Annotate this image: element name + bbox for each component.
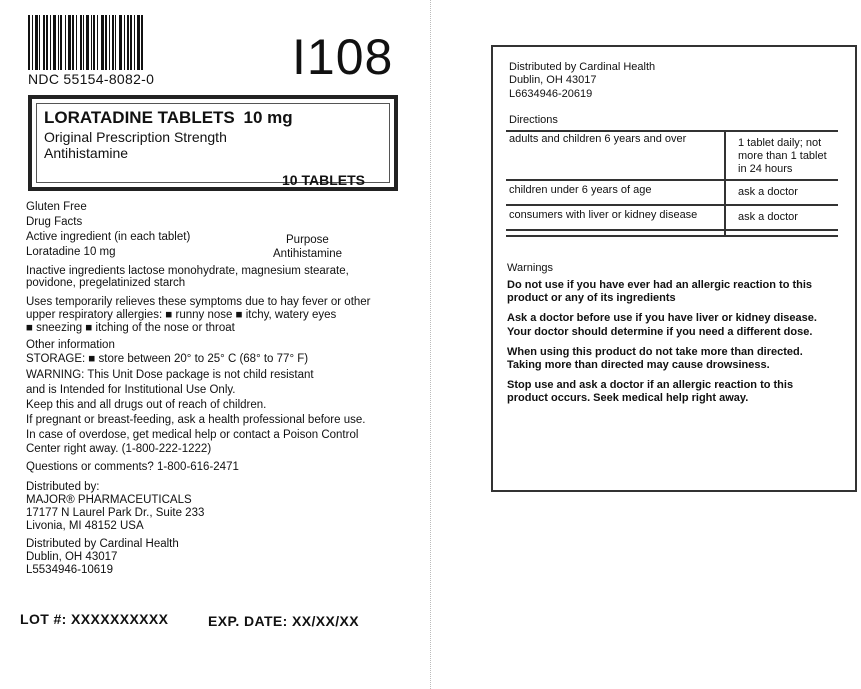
right-distributor-line-3: L6634946-20619 bbox=[509, 88, 593, 100]
purpose-header: Purpose bbox=[286, 234, 329, 246]
uses-line-1: Uses temporarily relieves these symptoms due to hay fever or other bbox=[26, 296, 371, 308]
warning-line-4: If pregnant or breast-feeding, ask a health professional before use. bbox=[26, 414, 366, 426]
questions-text: Questions or comments? 1-800-616-2471 bbox=[26, 461, 239, 473]
product-name-line bbox=[44, 108, 293, 128]
warning-when-using-line-2: Taking more than directed may cause drowsiness. bbox=[507, 359, 770, 371]
warning-ask-doctor-line-2: Your doctor should determine if you need a different dose. bbox=[507, 326, 813, 338]
directions-row-1-dose-2: more than 1 tablet bbox=[738, 150, 827, 162]
warning-stop-use-line-1: Stop use and ask a doctor if an allergic reaction to this bbox=[507, 379, 794, 391]
directions-row-rule bbox=[506, 229, 838, 231]
distributor-1-line-2: MAJOR® PHARMACEUTICALS bbox=[26, 494, 192, 506]
inactive-line-2: povidone, pregelatinized starch bbox=[26, 277, 186, 289]
right-distributor-line-1: Distributed by Cardinal Health bbox=[509, 61, 656, 73]
directions-row-rule bbox=[506, 179, 838, 181]
directions-row-1-who: adults and children 6 years and over bbox=[509, 133, 687, 145]
barcode-image bbox=[28, 15, 168, 70]
directions-bottom-rule bbox=[506, 235, 838, 237]
gluten-free: Gluten Free bbox=[26, 201, 87, 213]
storage-text: STORAGE: ■ store between 20° to 25° C (68° to 77° F) bbox=[26, 353, 309, 365]
tablet-count: 10 TABLETS bbox=[282, 172, 365, 188]
warning-do-not-use-line-1: Do not use if you have ever had an allergic reaction to this bbox=[507, 279, 813, 291]
distributor-2-line-3: L5534946-10619 bbox=[26, 564, 113, 576]
warning-do-not-use-line-2: product or any of its ingredients bbox=[507, 292, 676, 304]
uses-line-3: ■ sneezing ■ itching of the nose or throat bbox=[26, 322, 235, 334]
distributor-1-line-4: Livonia, MI 48152 USA bbox=[26, 520, 144, 532]
other-info-heading: Other information bbox=[26, 339, 115, 351]
ndc-number: NDC 55154-8082-0 bbox=[28, 71, 155, 87]
distributor-1-line-1: Distributed by: bbox=[26, 481, 100, 493]
directions-row-2-dose: ask a doctor bbox=[738, 186, 798, 198]
active-ingredient: Loratadine 10 mg bbox=[26, 246, 116, 258]
directions-top-rule bbox=[506, 130, 838, 132]
directions-row-rule bbox=[506, 204, 838, 206]
directions-row-1-dose-1: 1 tablet daily; not bbox=[738, 137, 822, 149]
product-subtitle-1: Original Prescription Strength bbox=[44, 129, 227, 145]
purpose-value: Antihistamine bbox=[273, 248, 343, 260]
uses-line-2: upper respiratory allergies: ■ runny nose ■ itchy, watery eyes bbox=[26, 309, 337, 321]
distributor-2-line-2: Dublin, OH 43017 bbox=[26, 551, 118, 563]
warning-line-6: Center right away. (1-800-222-1222) bbox=[26, 443, 212, 455]
warning-line-5: In case of overdose, get medical help or contact a Poison Control bbox=[26, 429, 359, 441]
product-subtitle-2: Antihistamine bbox=[44, 145, 129, 161]
inactive-line-1: Inactive ingredients lactose monohydrate, magnesium stearate, bbox=[26, 265, 349, 277]
product-dose: 10 mg bbox=[243, 108, 293, 127]
expiration-date: EXP. DATE: XX/XX/XX bbox=[208, 613, 360, 629]
warning-when-using-line-1: When using this product do not take more than directed. bbox=[507, 346, 803, 358]
active-ingredient-header: Active ingredient (in each tablet) bbox=[26, 231, 191, 243]
directions-row-3-dose: ask a doctor bbox=[738, 211, 798, 223]
distributor-1-line-3: 17177 N Laurel Park Dr., Suite 233 bbox=[26, 507, 205, 519]
warning-line-1: WARNING: This Unit Dose package is not child resistant bbox=[26, 369, 314, 381]
drug-facts-heading: Drug Facts bbox=[26, 216, 83, 228]
warning-line-3: Keep this and all drugs out of reach of children. bbox=[26, 399, 267, 411]
directions-column-divider bbox=[724, 132, 726, 235]
warning-ask-doctor-line-1: Ask a doctor before use if you have liver or kidney disease. bbox=[507, 312, 817, 324]
right-distributor-line-2: Dublin, OH 43017 bbox=[509, 74, 597, 86]
directions-heading: Directions bbox=[509, 114, 558, 126]
item-code: I108 bbox=[292, 29, 394, 85]
warnings-heading: Warnings bbox=[507, 262, 554, 274]
directions-row-1-dose-3: in 24 hours bbox=[738, 163, 793, 175]
distributor-2-line-1: Distributed by Cardinal Health bbox=[26, 538, 179, 550]
lot-number: LOT #: XXXXXXXXXX bbox=[20, 611, 169, 627]
warning-line-2: and is Intended for Institutional Use Only. bbox=[26, 384, 236, 396]
directions-row-2-who: children under 6 years of age bbox=[509, 184, 652, 196]
warning-stop-use-line-2: product occurs. Seek medical help right away. bbox=[507, 392, 749, 404]
product-name: LORATADINE TABLETS bbox=[44, 108, 235, 127]
fold-line bbox=[430, 0, 432, 689]
directions-row-3-who: consumers with liver or kidney disease bbox=[509, 209, 698, 221]
